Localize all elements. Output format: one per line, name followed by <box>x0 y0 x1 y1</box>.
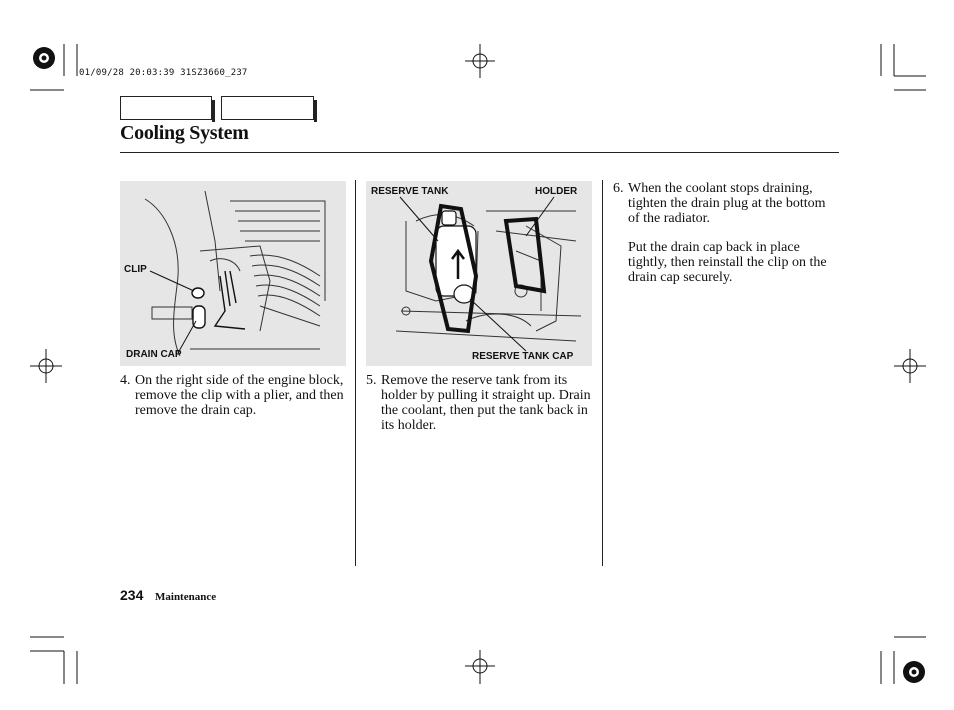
step-text: Remove the reserve tank from its holder by pulling it straight up. Drain the coolant, then put the tank back in its holder. <box>381 373 591 433</box>
column-divider <box>602 180 603 566</box>
step-number: 6. <box>613 181 624 196</box>
step-6 <box>613 181 835 285</box>
registration-target-icon <box>33 47 55 69</box>
column-divider <box>355 180 356 566</box>
step-text: When the coolant stops draining, tighten the drain plug at the bottom of the radiator. <box>628 181 826 226</box>
header-tab-blank <box>120 96 212 120</box>
page-number: 234 <box>120 587 144 603</box>
reserve-tank-cap-label: RESERVE TANK CAP <box>472 351 574 362</box>
title-underline <box>120 152 839 153</box>
reserve-tank-label: RESERVE TANK <box>371 186 449 197</box>
step-number: 5. <box>366 373 377 388</box>
step-6-followup: Put the drain cap back in place tightly, then reinstall the clip on the drain cap securely. <box>628 240 827 285</box>
header-tab-blank <box>221 96 314 120</box>
clip-label: CLIP <box>124 264 147 275</box>
holder-label: HOLDER <box>535 186 578 197</box>
reserve-tank-illustration <box>366 181 592 366</box>
step-5 <box>366 373 594 433</box>
step-number: 4. <box>120 373 131 388</box>
step-4 <box>120 373 352 418</box>
section-name: Maintenance <box>155 591 217 603</box>
print-stamp: 01/09/28 20:03:39 31SZ3660_237 <box>79 68 248 78</box>
drain-cap-label: DRAIN CAP <box>126 349 182 360</box>
page-title: Cooling System <box>120 122 249 144</box>
drain-cap-illustration <box>120 181 346 366</box>
registration-target-icon <box>903 661 925 683</box>
step-text: On the right side of the engine block, remove the clip with a plier, and then remove the drain cap. <box>135 373 344 418</box>
